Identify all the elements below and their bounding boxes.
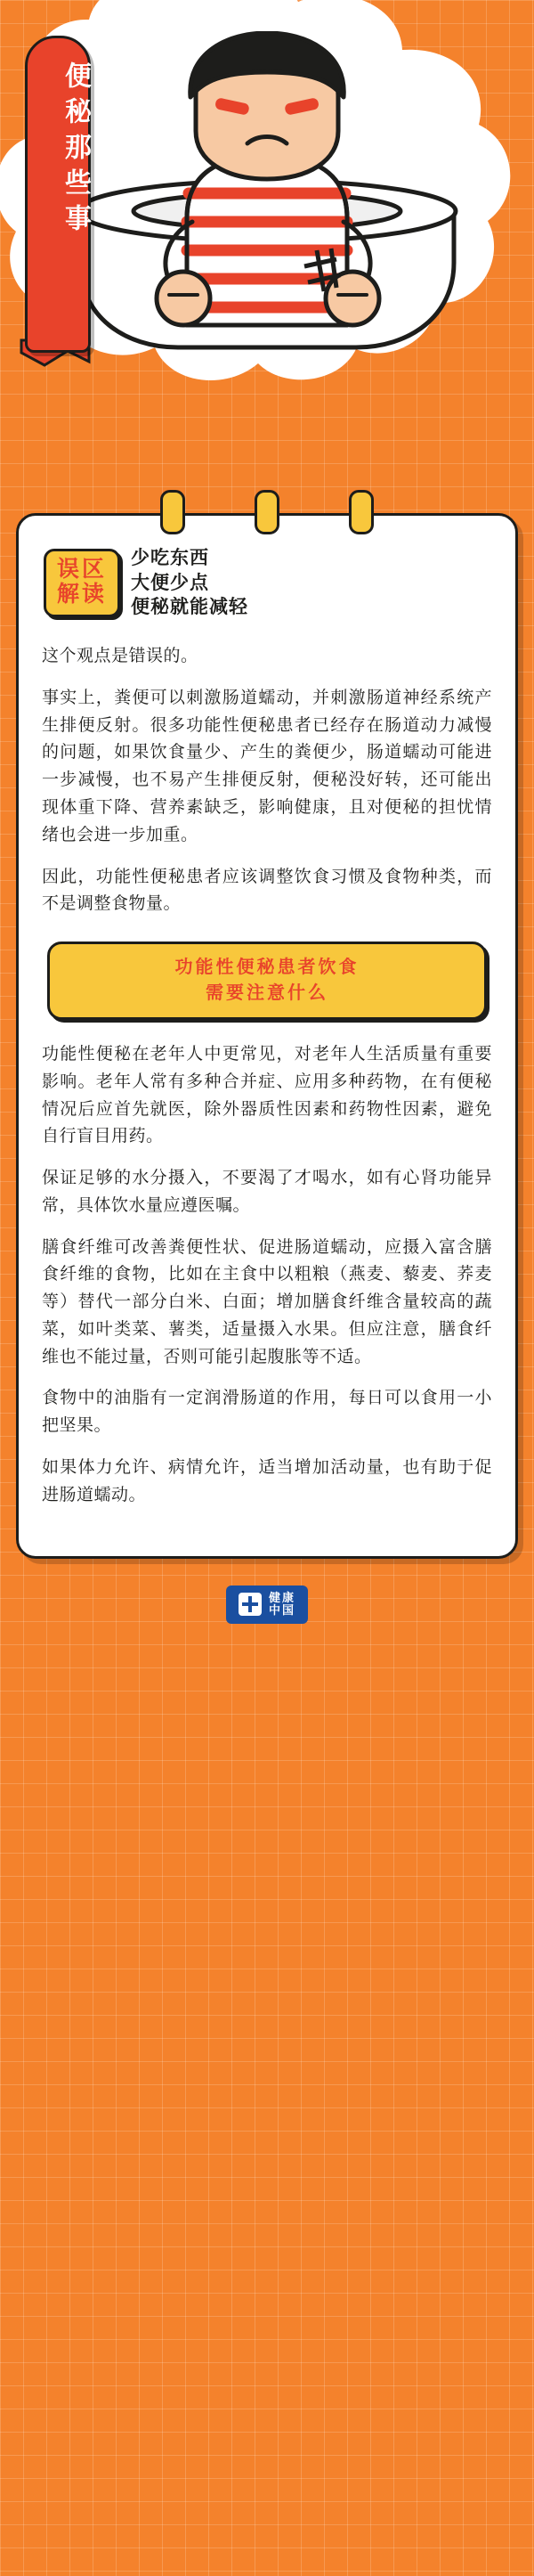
headline-block bbox=[44, 546, 492, 620]
headline-line-1: 少吃东西 bbox=[131, 548, 210, 568]
character-illustration bbox=[134, 31, 400, 405]
logo-text bbox=[269, 1592, 295, 1618]
paragraph: 膳食纤维可改善粪便性状、促进肠道蠕动，应摄入富含膳食纤维的食物，比如在主食中以粗粮（燕麦、藜麦、荞麦等）替代一部分白米、白面；增加膳食纤维含量较高的蔬菜，如叶类菜、薯类，适量摄入水果。但应注意，膳食纤维也不能过量，否则可能引起腹胀等不适。 bbox=[42, 1237, 492, 1366]
paragraph: 这个观点是错误的。 bbox=[42, 647, 198, 666]
section-title-line-1: 功能性便秘患者饮食 bbox=[174, 958, 360, 978]
headline-text bbox=[131, 546, 248, 620]
section-title-line-2: 需要注意什么 bbox=[206, 983, 328, 1004]
headline-line-2: 大便少点 bbox=[131, 572, 210, 593]
ring-2 bbox=[255, 490, 279, 534]
badge-line-2: 解读 bbox=[57, 583, 108, 607]
paragraph: 如果体力允许、病情允许，适当增加活动量，也有助于促进肠道蠕动。 bbox=[42, 1458, 492, 1504]
notebook-rings bbox=[16, 490, 518, 529]
logo-line-1: 健康 bbox=[268, 1590, 295, 1604]
misconception-badge bbox=[44, 549, 120, 617]
content-card bbox=[16, 513, 518, 1559]
headline-line-3: 便秘就能减轻 bbox=[131, 597, 249, 618]
paragraph: 因此，功能性便秘患者应该调整饮食习惯及食物种类，而不是调整食物量。 bbox=[42, 867, 492, 914]
paragraph: 食物中的油脂有一定润滑肠道的作用，每日可以食用一小把坚果。 bbox=[42, 1389, 492, 1436]
paragraph: 功能性便秘在老年人中更常见，对老年人生活质量有重要影响。老年人常有多种合并症、应用多种药物，在有便秘情况后应首先就医，除外器质性因素和药物性因素，避免自行盲目用药。 bbox=[42, 1045, 492, 1146]
logo-line-2: 中国 bbox=[268, 1603, 295, 1618]
healthy-china-logo bbox=[226, 1586, 308, 1625]
vertical-banner-title bbox=[25, 36, 91, 353]
badge-line-1: 误区 bbox=[57, 558, 108, 583]
paragraph: 保证足够的水分摄入，不要渴了才喝水，如有心肾功能异常，具体饮水量应遵医嘱。 bbox=[42, 1169, 492, 1215]
content-card-wrapper bbox=[16, 490, 518, 1559]
vertical-title-text: 便秘那些事 bbox=[61, 61, 90, 240]
ring-3 bbox=[349, 490, 374, 534]
footer bbox=[0, 1586, 534, 1648]
paragraph: 事实上，粪便可以刺激肠道蠕动，并刺激肠道神经系统产生排便反射。很多功能性便秘患者已经存在肠道动力减慢的问题，如果饮食量少、产生的粪便少，肠道蠕动可能进一步减慢，也不易产生排便反射，便秘没好转，还可能出现体重下降、营养素缺乏，影响健康，且对便秘的担忧情绪也会进一步加重。 bbox=[42, 688, 492, 844]
cross-medical-icon bbox=[239, 1593, 262, 1616]
ring-1 bbox=[160, 490, 185, 534]
hero-banner bbox=[0, 0, 534, 499]
section-title-pill bbox=[47, 942, 487, 1020]
